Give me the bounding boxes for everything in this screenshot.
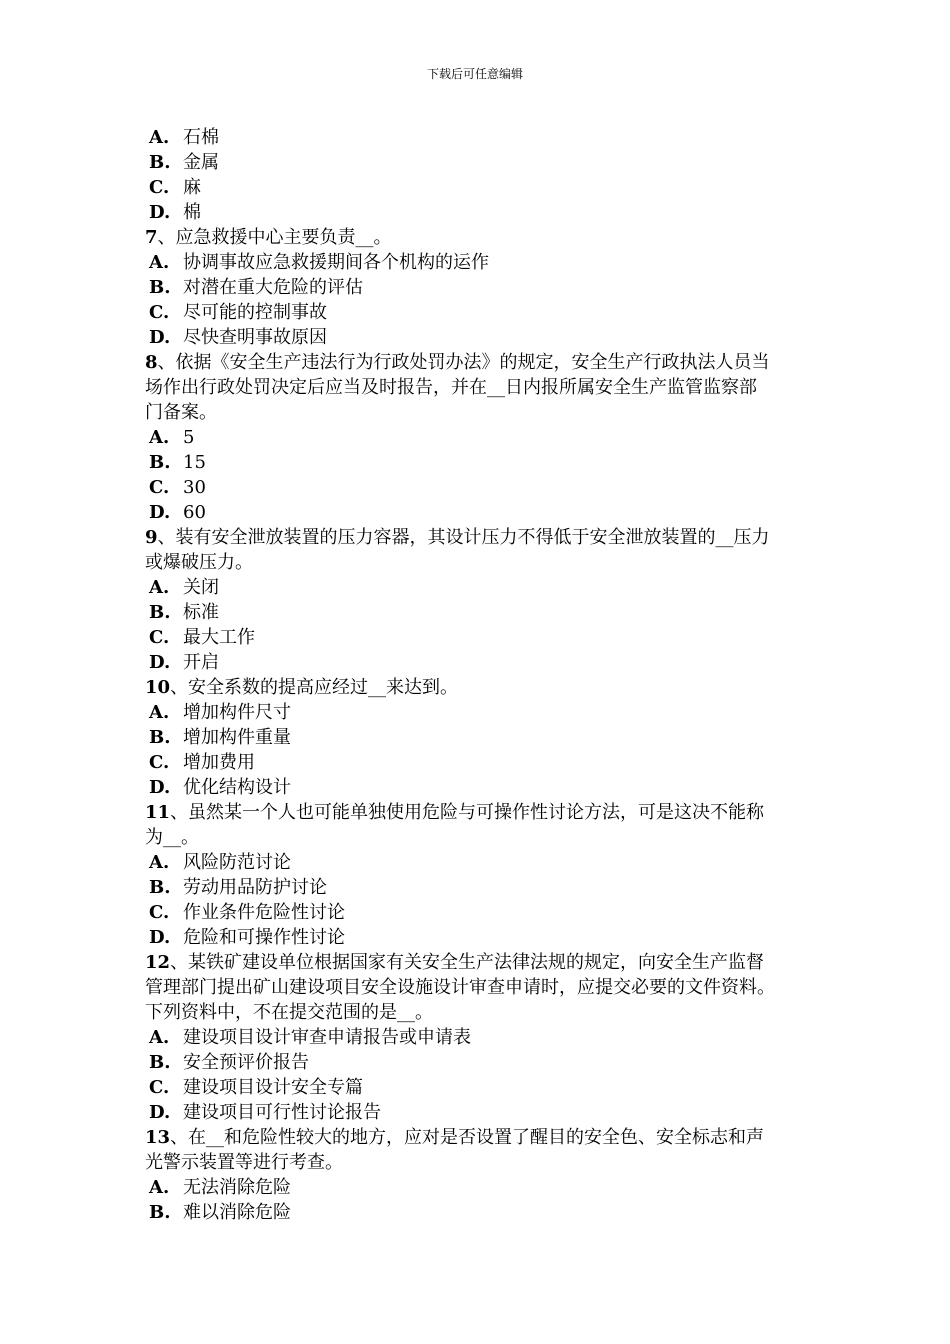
option-letter: A. xyxy=(149,427,170,448)
question-text: 、某铁矿建设单位根据国家有关安全生产法律法规的规定，向安全生产监督 xyxy=(170,952,765,973)
option-letter: C. xyxy=(149,477,170,498)
answer-option xyxy=(145,1050,825,1075)
option-text: 建设项目设计安全专篇 xyxy=(183,1077,363,1098)
option-letter: A. xyxy=(149,127,170,148)
option-letter: C. xyxy=(149,627,170,648)
option-letter: D. xyxy=(149,777,171,798)
option-letter: B. xyxy=(149,452,171,473)
option-text: 建设项目可行性讨论报告 xyxy=(183,1102,381,1123)
answer-option xyxy=(145,775,825,800)
question-stem xyxy=(145,675,825,700)
option-text: 60 xyxy=(183,502,206,523)
question-stem xyxy=(145,1125,825,1150)
question-text: 或爆破压力。 xyxy=(145,552,253,573)
option-letter: A. xyxy=(149,252,170,273)
question-text: 下列资料中，不在提交范围的是__。 xyxy=(145,1002,433,1023)
answer-option xyxy=(145,275,825,300)
option-letter: B. xyxy=(149,602,171,623)
question-text: 、应急救援中心主要负责__。 xyxy=(157,227,392,248)
question-text: 光警示装置等进行考查。 xyxy=(145,1152,343,1173)
answer-option xyxy=(145,850,825,875)
option-letter: C. xyxy=(149,302,170,323)
question-number: 7 xyxy=(145,227,158,248)
document-body xyxy=(145,125,825,1225)
option-letter: C. xyxy=(149,177,170,198)
answer-option xyxy=(145,150,825,175)
question-text: 、虽然某一个人也可能单独使用危险与可操作性讨论方法，可是这决不能称 xyxy=(170,802,765,823)
question-stem-continued xyxy=(145,1150,825,1175)
answer-option xyxy=(145,250,825,275)
option-letter: A. xyxy=(149,702,170,723)
answer-option xyxy=(145,125,825,150)
option-text: 尽可能的控制事故 xyxy=(183,302,327,323)
question-stem xyxy=(145,525,825,550)
question-stem-continued xyxy=(145,975,825,1000)
answer-option xyxy=(145,900,825,925)
answer-option xyxy=(145,1200,825,1225)
answer-option xyxy=(145,625,825,650)
option-letter: B. xyxy=(149,727,171,748)
option-text: 增加费用 xyxy=(183,752,255,773)
question-stem-continued xyxy=(145,1000,825,1025)
option-letter: B. xyxy=(149,1052,171,1073)
answer-option xyxy=(145,725,825,750)
answer-option xyxy=(145,325,825,350)
question-text: 门备案。 xyxy=(145,402,217,423)
option-letter: B. xyxy=(149,277,171,298)
option-text: 建设项目设计审查申请报告或申请表 xyxy=(183,1027,471,1048)
answer-option xyxy=(145,1175,825,1200)
option-text: 标准 xyxy=(183,602,219,623)
question-number: 10 xyxy=(145,677,171,698)
question-stem-continued xyxy=(145,825,825,850)
question-stem xyxy=(145,225,825,250)
option-letter: B. xyxy=(149,1202,171,1223)
question-stem xyxy=(145,950,825,975)
answer-option xyxy=(145,650,825,675)
option-text: 金属 xyxy=(183,152,219,173)
option-text: 作业条件危险性讨论 xyxy=(183,902,345,923)
question-stem-continued xyxy=(145,375,825,400)
question-stem xyxy=(145,800,825,825)
option-letter: D. xyxy=(149,502,171,523)
option-letter: D. xyxy=(149,1102,171,1123)
option-text: 安全预评价报告 xyxy=(183,1052,309,1073)
option-letter: B. xyxy=(149,877,171,898)
question-number: 13 xyxy=(145,1127,171,1148)
option-letter: C. xyxy=(149,902,170,923)
option-letter: D. xyxy=(149,652,171,673)
option-text: 开启 xyxy=(183,652,219,673)
answer-option xyxy=(145,750,825,775)
answer-option xyxy=(145,575,825,600)
question-text: 、装有安全泄放装置的压力容器，其设计压力不得低于安全泄放装置的__压力 xyxy=(157,527,770,548)
answer-option xyxy=(145,425,825,450)
option-letter: B. xyxy=(149,152,171,173)
option-text: 5 xyxy=(183,427,195,448)
option-letter: D. xyxy=(149,202,171,223)
answer-option xyxy=(145,450,825,475)
question-text: 、安全系数的提高应经过__来达到。 xyxy=(170,677,459,698)
answer-option xyxy=(145,200,825,225)
page-header-note: 下载后可任意编辑 xyxy=(426,67,523,81)
question-stem-continued xyxy=(145,400,825,425)
answer-option xyxy=(145,500,825,525)
option-text: 关闭 xyxy=(183,577,219,598)
answer-option xyxy=(145,300,825,325)
answer-option xyxy=(145,700,825,725)
option-text: 增加构件尺寸 xyxy=(183,702,291,723)
answer-option xyxy=(145,925,825,950)
option-text: 对潜在重大危险的评估 xyxy=(183,277,363,298)
answer-option xyxy=(145,875,825,900)
question-text: 、在__和危险性较大的地方，应对是否设置了醒目的安全色、安全标志和声 xyxy=(170,1127,765,1148)
option-text: 最大工作 xyxy=(183,627,255,648)
option-text: 增加构件重量 xyxy=(183,727,291,748)
option-letter: C. xyxy=(149,752,170,773)
option-text: 危险和可操作性讨论 xyxy=(183,927,345,948)
answer-option xyxy=(145,1100,825,1125)
question-number: 12 xyxy=(145,952,171,973)
option-text: 麻 xyxy=(183,177,201,198)
option-letter: A. xyxy=(149,577,170,598)
option-text: 石棉 xyxy=(183,127,219,148)
option-letter: A. xyxy=(149,1177,170,1198)
option-text: 协调事故应急救援期间各个机构的运作 xyxy=(183,252,489,273)
option-letter: C. xyxy=(149,1077,170,1098)
answer-option xyxy=(145,175,825,200)
question-number: 8 xyxy=(145,352,158,373)
option-text: 尽快查明事故原因 xyxy=(183,327,327,348)
answer-option xyxy=(145,1025,825,1050)
question-text: 管理部门提出矿山建设项目安全设施设计审查申请时，应提交必要的文件资料。 xyxy=(145,977,775,998)
answer-option xyxy=(145,475,825,500)
option-letter: D. xyxy=(149,927,171,948)
question-text: 为__。 xyxy=(145,827,199,848)
option-text: 难以消除危险 xyxy=(183,1202,291,1223)
question-number: 11 xyxy=(145,802,171,823)
option-text: 15 xyxy=(183,452,206,473)
option-letter: D. xyxy=(149,327,171,348)
option-text: 劳动用品防护讨论 xyxy=(183,877,327,898)
question-stem xyxy=(145,350,825,375)
option-letter: A. xyxy=(149,1027,170,1048)
question-text: 场作出行政处罚决定后应当及时报告，并在__日内报所属安全生产监管监察部 xyxy=(145,377,757,398)
option-text: 风险防范讨论 xyxy=(183,852,291,873)
option-text: 30 xyxy=(183,477,206,498)
question-stem-continued xyxy=(145,550,825,575)
answer-option xyxy=(145,600,825,625)
option-letter: A. xyxy=(149,852,170,873)
option-text: 优化结构设计 xyxy=(183,777,291,798)
question-number: 9 xyxy=(145,527,158,548)
option-text: 无法消除危险 xyxy=(183,1177,291,1198)
answer-option xyxy=(145,1075,825,1100)
option-text: 棉 xyxy=(183,202,201,223)
question-text: 、依据《安全生产违法行为行政处罚办法》的规定，安全生产行政执法人员当 xyxy=(157,352,770,373)
